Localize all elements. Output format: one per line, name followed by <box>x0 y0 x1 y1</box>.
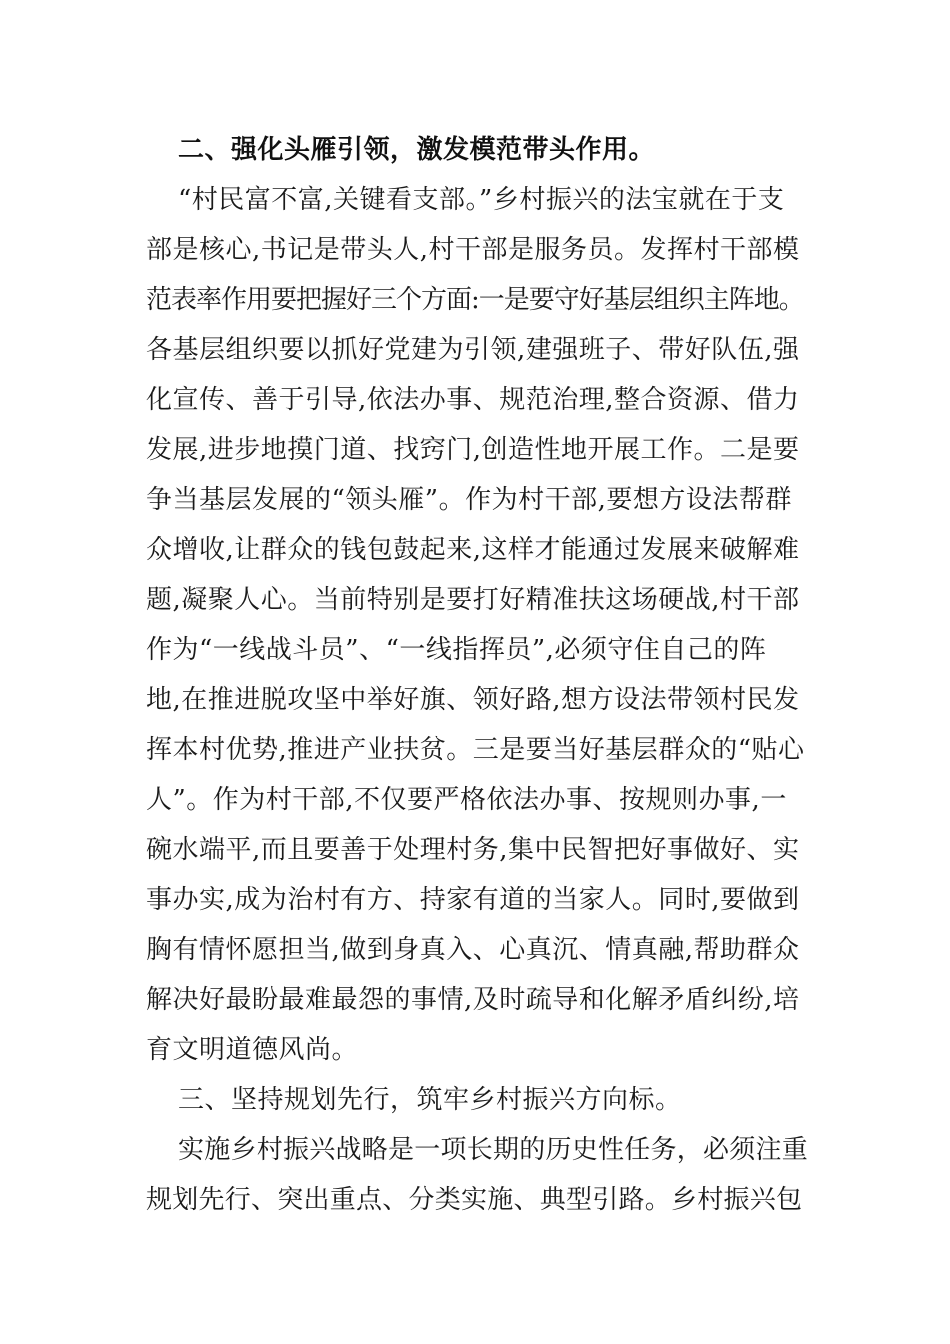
paragraph-line: 地,在推进脱攻坚中举好旗、领好路,想方设法带领村民发 <box>146 685 800 715</box>
paragraph-line: 题,凝聚人心。当前特别是要打好精准扶这场硬战,村干部 <box>146 585 800 615</box>
paragraph-line: 挥本村优势,推进产业扶贫。三是要当好基层群众的“贴心 <box>146 735 805 765</box>
section-2-heading: 二、强化头雁引领，激发模范带头作用。 <box>178 135 656 165</box>
paragraph-line: 范表率作用要把握好三个方面:一是要守好基层组织主阵地。 <box>146 285 804 315</box>
section-3-heading: 三、坚持规划先行，筑牢乡村振兴方向标。 <box>178 1085 682 1115</box>
paragraph-line: 事办实,成为治村有方、持家有道的当家人。同时,要做到 <box>146 885 800 915</box>
paragraph-line: 规划先行、突出重点、分类实施、典型引路。乡村振兴包 <box>146 1185 803 1215</box>
paragraph-line: “村民富不富,关键看支部。”乡村振兴的法宝就在于支 <box>178 185 785 215</box>
paragraph-line: 发展,进步地摸门道、找窍门,创造性地开展工作。二是要 <box>146 435 800 465</box>
paragraph-line: 胸有情怀愿担当,做到身真入、心真沉、情真融,帮助群众 <box>146 935 800 965</box>
paragraph-line: 化宣传、善于引导,依法办事、规范治理,整合资源、借力 <box>146 385 800 415</box>
paragraph-line: 碗水端平,而且要善于处理村务,集中民智把好事做好、实 <box>146 835 800 865</box>
paragraph-line: 各基层组织要以抓好党建为引领,建强班子、带好队伍,强 <box>146 335 800 365</box>
paragraph-line: 人”。作为村干部,不仅要严格依法办事、按规则办事,一 <box>146 785 787 815</box>
paragraph-line: 育文明道德风尚。 <box>146 1035 359 1065</box>
paragraph-line: 解决好最盼最难最怨的事情,及时疏导和化解矛盾纠纷,培 <box>146 985 800 1015</box>
paragraph-line: 争当基层发展的“领头雁”。作为村干部,要想方设法帮群 <box>146 485 792 515</box>
paragraph-line: 众增收,让群众的钱包鼓起来,这样才能通过发展来破解难 <box>146 535 800 565</box>
paragraph-line: 部是核心,书记是带头人,村干部是服务员。发挥村干部模 <box>146 235 800 265</box>
paragraph-line: 作为“一线战斗员”、“一线指挥员”,必须守住自己的阵 <box>146 635 767 665</box>
paragraph-line: 实施乡村振兴战略是一项长期的历史性任务，必须注重 <box>178 1135 809 1165</box>
